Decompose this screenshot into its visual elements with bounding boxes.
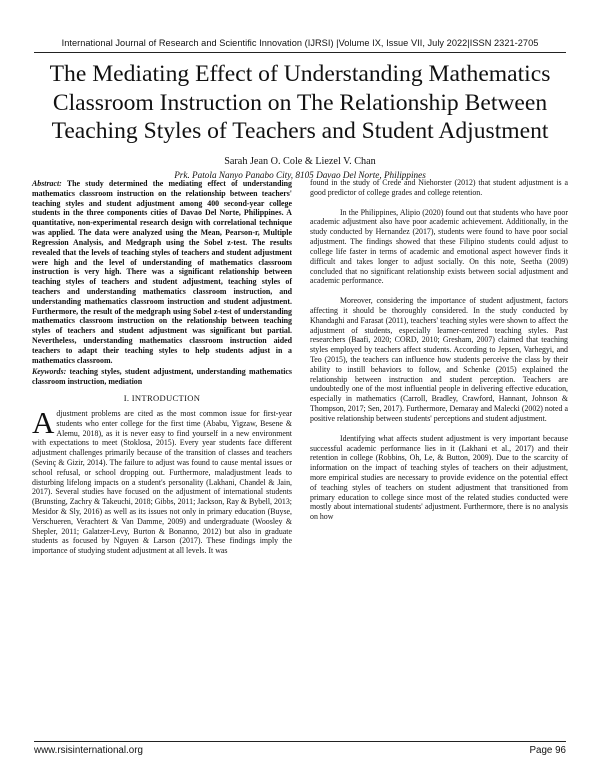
footer-rule xyxy=(34,741,566,742)
page-number: Page 96 xyxy=(529,745,566,756)
header-rule xyxy=(34,52,566,53)
body-paragraph: In the Philippines, Alipio (2020) found out that students who have poor academic adjustment also have poor academic achievement. Additionally, in the study conducted by Hernandez (2017), students were found to have poor social adjustment. The findings showed that these Filipino students could adjust to college life faster in terms of academic and emotional aspect however finds it difficult and takes longer to adjust socially. On this note, Seetha (2009) concluded that no significant relationship exists between social adjustment and academic performance. xyxy=(310,207,568,286)
drop-cap: A xyxy=(32,404,55,440)
body-paragraph: Identifying what affects student adjustment is very important because successful academic performance lies in it (Lakhani et al., 2017) and their retention in college (Robbins, Oh, Le, & Button, 2009). Due to the scarcity of information on the impact of teaching styles of teachers on their adjustment, more empirical studies are necessary to provide evidence on the potential effect of teaching styles of teachers on student adjustment that transitioned from primary education to college since most of the related studies conducted were mostly about international students' adjustment. Furthermore, there is no analysis on how xyxy=(310,433,568,522)
abstract-text: The study determined the mediating effect of understanding mathematics classroom instruction on the relationship between teachers' teaching styles and student adjustment among 400 second-year college students in the three components cities of Davao Del Norte, Philippines. A quantitative, non-experimental research design with correlational technique was applied. The data were analyzed using the Mean, Pearson-r, Multiple Regression Analysis, and Medgraph using the Sobel z-test. The results revealed that the levels of teaching styles of teachers and student adjustment were high and the level of understanding of mathematics classroom instruction is very high. There was a significant relationship between teaching styles of teachers and student adjustment, teaching styles of teachers and understanding mathematics classroom instruction, and understanding mathematics classroom instruction and student adjustment. Furthermore, the result of the medgraph using Sobel z-test of understanding mathematics classroom instruction on the relationship between teaching styles of teachers and student adjustment was significant but partial. Nevertheless, understanding mathematics classroom instruction aided teachers to adapt their teaching styles to help students adjust in a mathematics classroom. xyxy=(32,179,292,365)
keywords xyxy=(32,367,292,387)
section-heading-introduction: I. INTRODUCTION xyxy=(123,393,201,404)
abstract-label: Abstract: xyxy=(32,179,62,188)
abstract xyxy=(32,179,292,365)
intro-paragraph-text: djustment problems are cited as the most common issue for first-year students who enter college for the first time (Ababu, Yigzaw, Besene & Alemu, 2018), as it is never easy to find yourself in a new environment with expectations to meet (Stoklosa, 2015). Every year students face different adjustment challenges primarily because of the transition of classes and teachers (Sevinç & Gizir, 2014). The failure to adjust was found to cause mental issues or school refusal, or school dropping out. Furthermore, maladjustment leads to disturbing lifelong impacts on a student's personality (Lakhani, Chandel & Jain, 2017). Several studies have focused on the adjustment of international students (Brunsting, Zachry & Takeuchi, 2018; Gibbs, 2011; Jackson, Ray & Bybell, 2013; Mesidor & Sly, 2016) as well as its issues not only in primary education (Buyse, Verschueren, Verachtert & Van Damme, 2009) and undergraduate (Woosley & Shepler, 2011; Galatzer-Levy, Burton & Bonanno, 2012) but also in graduate students as focused by Nguyen & Larson (2017). These findings imply the importance of studying student adjustment at all levels. It was xyxy=(32,408,292,556)
footer-url: www.rsisinternational.org xyxy=(34,745,143,756)
journal-header: International Journal of Research and Scientific Innovation (IJRSI) |Volume IX, Issue VII, July 2022|ISSN 2321-2705 xyxy=(61,38,539,48)
paper-title: The Mediating Effect of Understanding Mathematics Classroom Instruction on The Relationship Between Teaching Styles of Teachers and Student Adjustment xyxy=(49,61,551,145)
authors: Sarah Jean O. Cole & Liezel V. Chan xyxy=(224,156,376,167)
keywords-label: Keywords: xyxy=(32,367,67,377)
keywords-text: teaching styles, student adjustment, understanding mathematics classroom instruction, mediation xyxy=(32,367,292,387)
affiliation: Prk. Patola Nanyo Panabo City, 8105 Davao Del Norte, Philippines xyxy=(174,170,426,180)
continuation-paragraph: found in the study of Crede and Niehorster (2012) that student adjustment is a good predictor of college grades and college retention. xyxy=(310,178,568,197)
left-column xyxy=(32,179,292,566)
intro-paragraph xyxy=(32,404,292,556)
right-column xyxy=(310,178,568,532)
body-paragraph: Moreover, considering the importance of student adjustment, factors affecting it should be thoroughly considered. In the study conducted by Khandaghi and Farasat (2011), teachers' teaching styles were shown to affect the adjustment of students, especially learner-centered teaching styles. Past researchers (Baafi, 2020; CORD, 2010; Gresham, 2007) claimed that teaching styles employed by teachers affect students. According to Jepsen, Varhegyi, and Teo (2015), the teachers can influence how students perceive the class by their ability to instill behaviors to follow, and Schenke (2015) explained the relationship between instruction and student perception. Teachers are undoubtedly one of the most influential people in delivering effective education, especially in mathematics (Carroll, Bradley, Crawford, Hannant, Johnson & Thompson, 2017; Sen, 2017). Furthermore, Demaray and Malecki (2002) noted a positive relationship between students' perceptions and student adjustment. xyxy=(310,296,568,423)
